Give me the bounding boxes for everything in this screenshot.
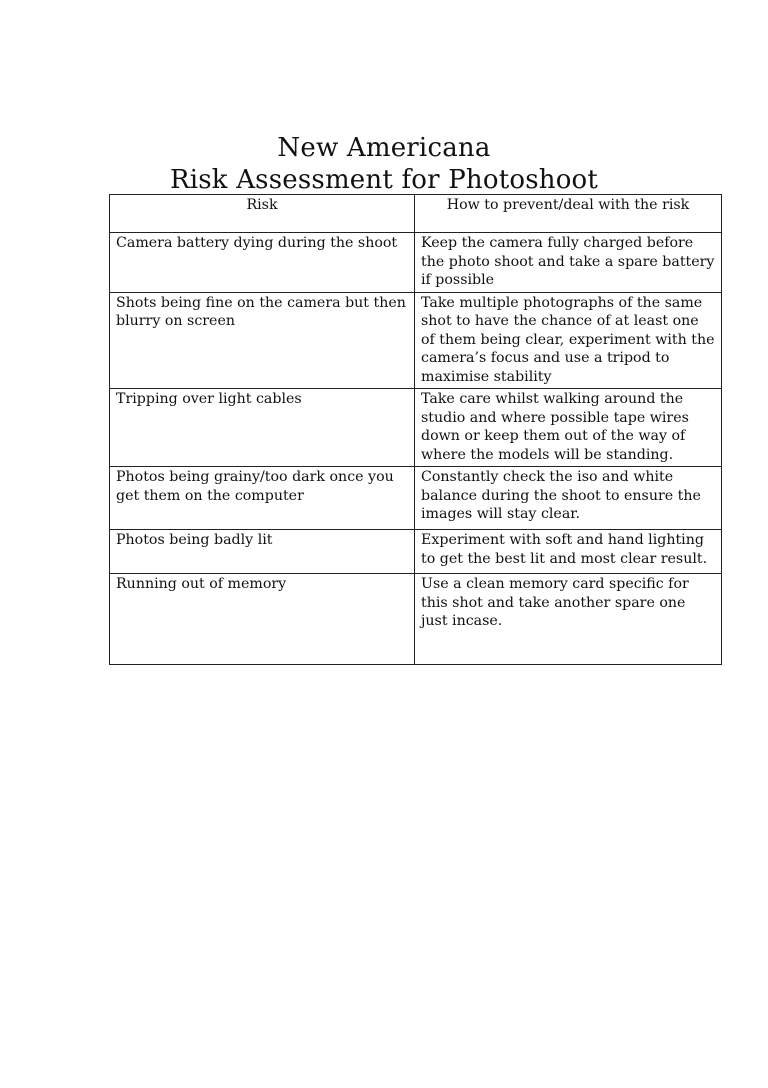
risk-cell: Running out of memory <box>110 574 415 665</box>
risk-cell: Photos being badly lit <box>110 530 415 574</box>
prevention-cell: Take multiple photographs of the same shot to have the chance of at least one of them being clear, experiment with the camera’s focus and use a tripod to maximise stability <box>415 292 722 389</box>
table-row <box>110 574 722 665</box>
risk-cell: Shots being fine on the camera but then blurry on screen <box>110 292 415 389</box>
header-prevention: How to prevent/deal with the risk <box>415 195 722 233</box>
prevention-cell: Constantly check the iso and white balance during the shoot to ensure the images will stay clear. <box>415 467 722 530</box>
document-title: New Americana <box>277 133 491 163</box>
prevention-cell: Experiment with soft and hand lighting to get the best lit and most clear result. <box>415 530 722 574</box>
risk-cell: Camera battery dying during the shoot <box>110 233 415 293</box>
prevention-cell: Use a clean memory card specific for this shot and take another spare one just incase. <box>415 574 722 665</box>
risk-cell: Tripping over light cables <box>110 389 415 467</box>
table-row <box>110 467 722 530</box>
prevention-cell: Take care whilst walking around the studio and where possible tape wires down or keep them out of the way of where the models will be standing. <box>415 389 722 467</box>
risk-assessment-table <box>109 194 722 665</box>
table-row <box>110 292 722 389</box>
prevention-cell: Keep the camera fully charged before the photo shoot and take a spare battery if possible <box>415 233 722 293</box>
table-row <box>110 530 722 574</box>
document-subtitle: Risk Assessment for Photoshoot <box>169 165 599 195</box>
risk-cell: Photos being grainy/too dark once you get them on the computer <box>110 467 415 530</box>
table-header-row <box>110 195 722 233</box>
table-row <box>110 389 722 467</box>
header-risk: Risk <box>110 195 415 233</box>
table-row <box>110 233 722 293</box>
